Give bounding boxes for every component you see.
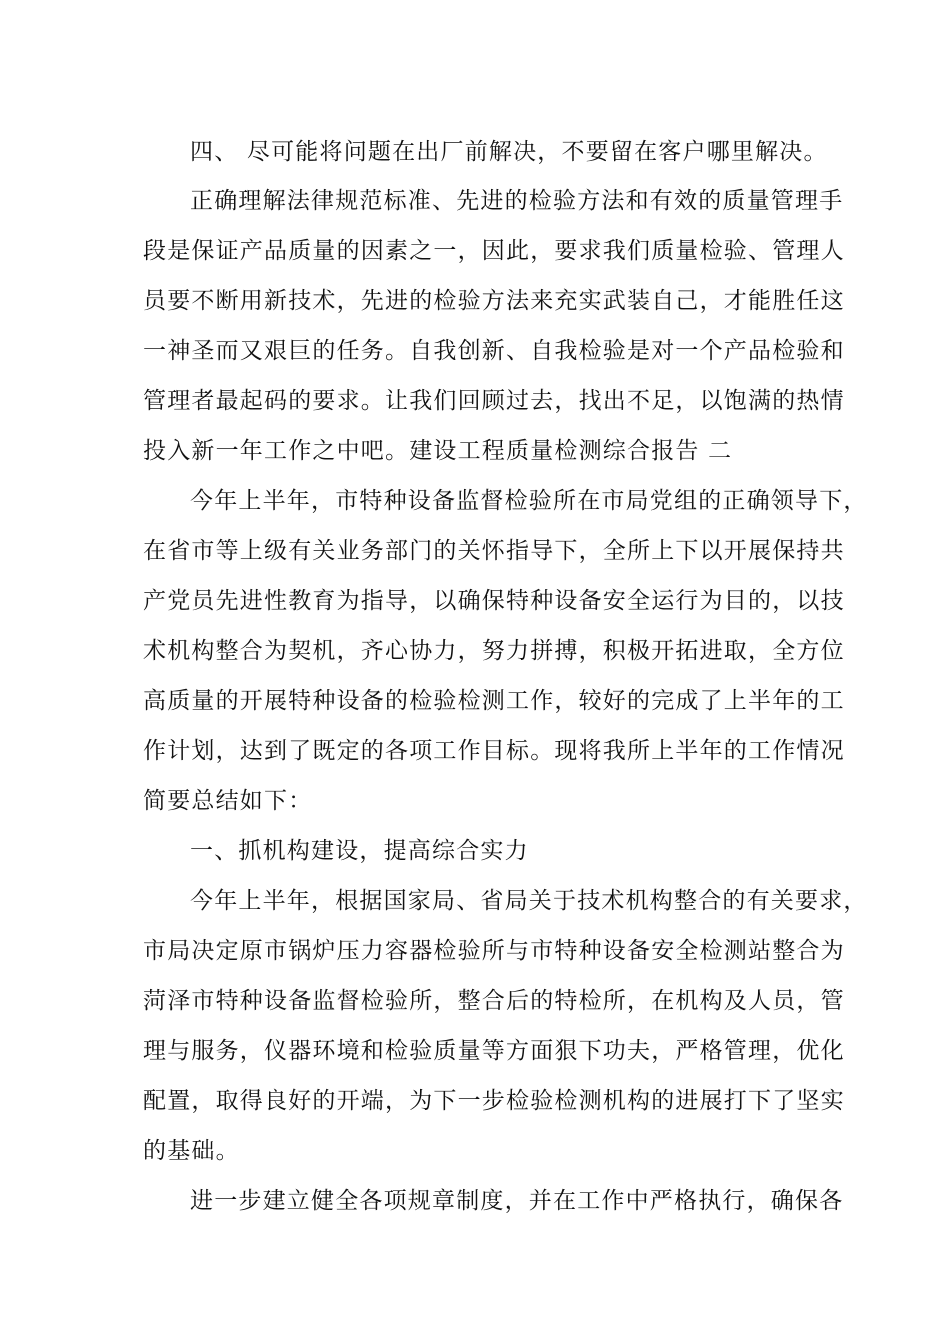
text-line: 今年上半年，根据国家局、省局关于技术机构整合的有关要求， — [190, 888, 868, 914]
text-line: 简要总结如下： — [143, 788, 313, 814]
text-line: 管理者最起码的要求。让我们回顾过去，找出不足，以饱满的热情 — [143, 388, 845, 414]
text-line: 作计划，达到了既定的各项工作目标。现将我所上半年的工作情况 — [143, 738, 845, 764]
text-line: 菏泽市特种设备监督检验所，整合后的特检所，在机构及人员，管 — [143, 988, 845, 1014]
text-line: 段是保证产品质量的因素之一，因此，要求我们质量检验、管理人 — [143, 238, 845, 264]
section-heading: 一、抓机构建设，提高综合实力 — [190, 838, 529, 864]
text-line: 进一步建立健全各项规章制度，并在工作中严格执行，确保各 — [190, 1188, 844, 1214]
text-line: 理与服务，仪器环境和检验质量等方面狠下功夫，严格管理，优化 — [143, 1038, 845, 1064]
text-line: 一神圣而又艰巨的任务。自我创新、自我检验是对一个产品检验和 — [143, 338, 845, 364]
text-line: 术机构整合为契机，齐心协力，努力拼搏，积极开拓进取，全方位 — [143, 638, 845, 664]
text-line: 正确理解法律规范标准、先进的检验方法和有效的质量管理手 — [190, 188, 844, 214]
text-line: 高质量的开展特种设备的检验检测工作，较好的完成了上半年的工 — [143, 688, 845, 714]
text-line: 产党员先进性教育为指导，以确保特种设备安全运行为目的，以技 — [143, 588, 845, 614]
text-line: 配置，取得良好的开端，为下一步检验检测机构的进展打下了坚实 — [143, 1088, 845, 1114]
text-line: 投入新一年工作之中吧。建设工程质量检测综合报告 二 — [143, 438, 733, 464]
text-line: 今年上半年，市特种设备监督检验所在市局党组的正确领导下， — [190, 488, 868, 514]
text-line: 四、 尽可能将问题在出厂前解决，不要留在客户哪里解决。 — [190, 139, 828, 165]
text-line: 市局决定原市锅炉压力容器检验所与市特种设备安全检测站整合为 — [143, 938, 845, 964]
text-line: 的基础。 — [143, 1138, 240, 1164]
text-line: 员要不断用新技术，先进的检验方法来充实武装自己，才能胜任这 — [143, 288, 845, 314]
text-line: 在省市等上级有关业务部门的关怀指导下，全所上下以开展保持共 — [143, 538, 845, 564]
